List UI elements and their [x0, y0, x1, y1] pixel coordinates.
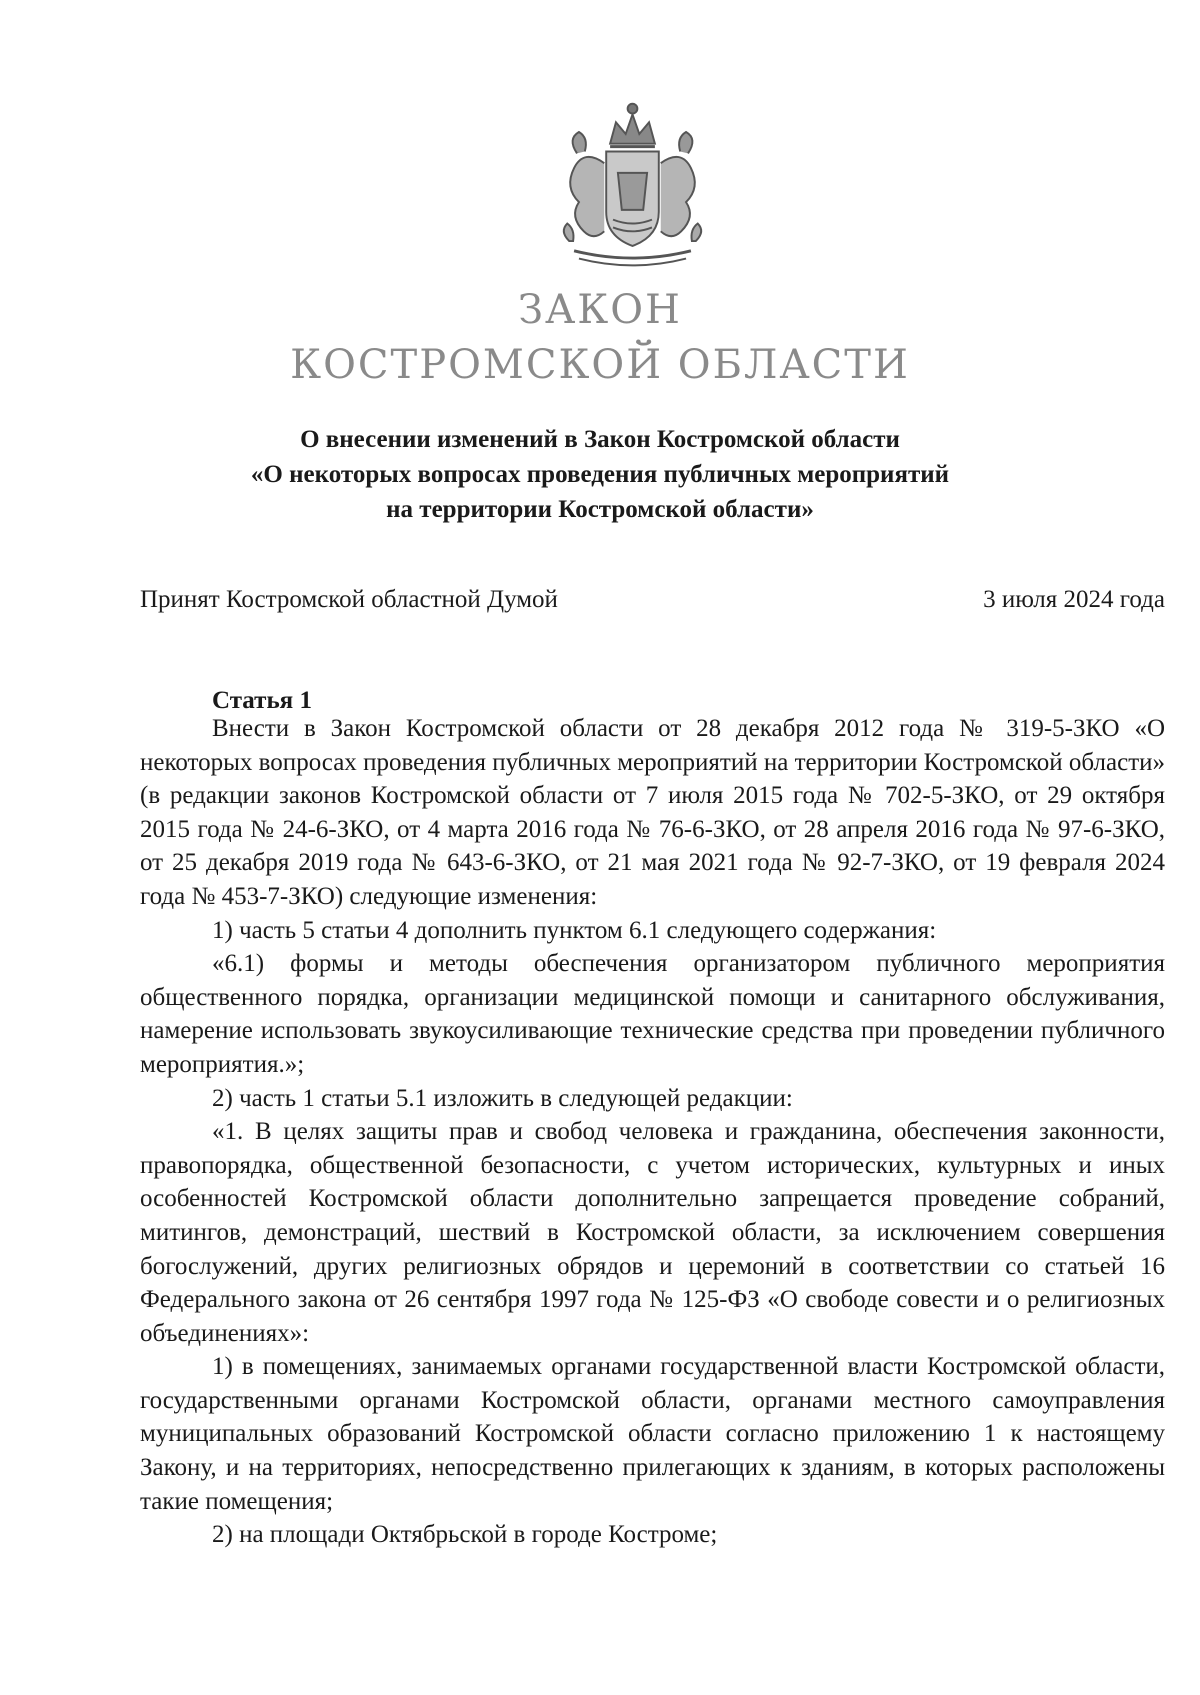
article-paragraph: «6.1) формы и методы обеспечения организатором публичного мероприятия общественного порядка, организации медицинской помощи и санитарного обслуживания, намерение использовать звукоусиливающие технические средства при проведении публичного мероприятия.»;: [140, 950, 1165, 1078]
adopted-by: Принят Костромской областной Думой: [140, 586, 558, 613]
law-type-title: ЗАКОН: [518, 287, 682, 333]
coat-of-arms-icon: [540, 95, 725, 280]
subject-line: «О некоторых вопросах проведения публичных мероприятий: [250, 461, 950, 488]
article-paragraph: Внести в Закон Костромской области от 28 декабря 2012 года № 319-5-ЗКО «О некоторых вопросах проведения публичных мероприятий на территории Костромской области» (в редакции законов Костромской области от 7 июля 2015 года № 702-5-ЗКО, от 29 октября 2015 года № 24-6-ЗКО, от 4 марта 2016 года № 76-6-ЗКО, от 28 апреля 2016 года № 97-6-ЗКО, от 25 декабря 2019 года № 643-6-ЗКО, от 21 мая 2021 года № 92-7-ЗКО, от 19 февраля 2024 года № 453-7-ЗКО) следующие изменения:: [140, 715, 1165, 910]
subject-line: на территории Костромской области»: [386, 496, 814, 523]
article-paragraph: 1) часть 5 статьи 4 дополнить пунктом 6.1 следующего содержания:: [212, 916, 937, 944]
article-paragraph: «1. В целях защиты прав и свобод человека и гражданина, обеспечения законности, правопорядка, общественной безопасности, с учетом исторических, культурных и иных особенностей Костромской области дополнительно запрещается проведение собраний, митингов, демонстраций, шествий в Костромской области, за исключением совершения богослужений, других религиозных обрядов и церемоний в соответствии со статьей 16 Федерального закона от 26 сентября 1997 года № 125-ФЗ «О свободе совести и о религиозных объединениях»:: [140, 1118, 1165, 1347]
law-subject: [140, 422, 1060, 527]
adoption-date: 3 июля 2024 года: [983, 586, 1165, 613]
article-paragraph: 1) в помещениях, занимаемых органами государственной власти Костромской области, государственными органами Костромской области, органами местного самоуправления муниципальных образований Костромской области согласно приложению 1 к настоящему Закону, и на территориях, непосредственно прилегающих к зданиям, в которых расположены такие помещения;: [140, 1353, 1165, 1515]
article-body: [140, 712, 1165, 1552]
article-heading: Статья 1: [212, 687, 312, 714]
subject-line: О внесении изменений в Закон Костромской области: [300, 426, 900, 453]
region-title: КОСТРОМСКОЙ ОБЛАСТИ: [290, 342, 910, 388]
article-paragraph: 2) часть 1 статьи 5.1 изложить в следующей редакции:: [212, 1084, 793, 1112]
article-paragraph: 2) на площади Октябрьской в городе Костроме;: [212, 1521, 718, 1549]
